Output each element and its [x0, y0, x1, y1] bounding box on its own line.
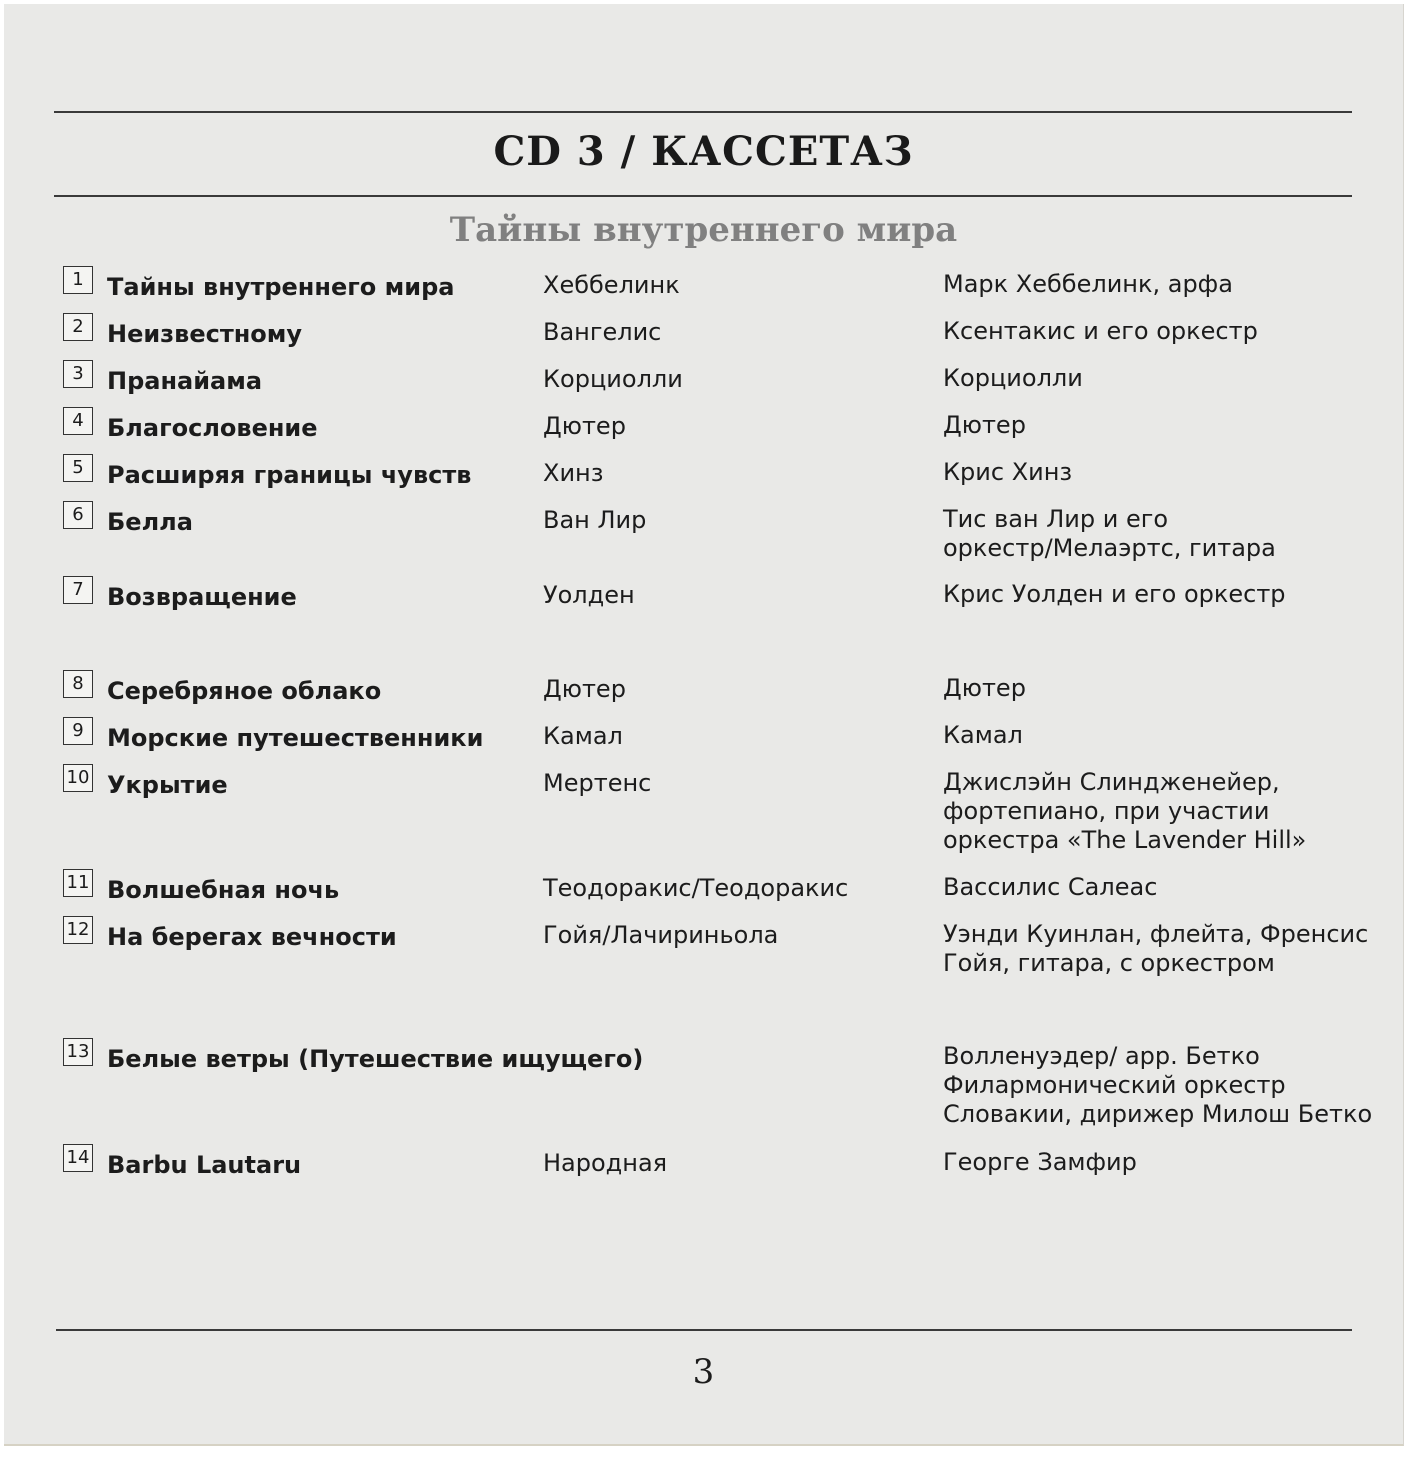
track-title: Волшебная ночь: [107, 876, 340, 904]
track-composer: Дютер: [543, 675, 626, 703]
track-title: Пранайама: [107, 367, 263, 395]
track-performer: Волленуэдер/ арр. Бетко Филармонический оркестр Словакии, дирижер Милош Бетко: [943, 1042, 1373, 1128]
track-composer: Вангелис: [543, 318, 662, 346]
track-performer: Дютер: [943, 411, 1026, 439]
track-number-box: 4: [63, 407, 93, 435]
track-composer: Теодоракис/Теодоракис: [543, 874, 849, 902]
track-composer: Хеббелинк: [543, 271, 680, 299]
track-number-box: 11: [63, 869, 93, 897]
track-number-box: 7: [63, 576, 93, 604]
track-number-box: 3: [63, 360, 93, 388]
track-composer: Дютер: [543, 412, 626, 440]
track-title: Благословение: [107, 414, 318, 442]
track-number-box: 8: [63, 670, 93, 698]
track-title: Укрытие: [107, 771, 228, 799]
track-title: Белые ветры (Путешествие ищущего): [107, 1045, 644, 1073]
bottom-rule: [56, 1329, 1352, 1331]
track-performer: Корциолли: [943, 364, 1083, 392]
track-performer: Джислэйн Слиндженейер, фортепиано, при участии оркестра «The Lavender Hill»: [943, 768, 1307, 854]
track-performer: Уэнди Куинлан, флейта, Френсис Гойя, гитара, с оркестром: [943, 920, 1369, 977]
title-underline-rule: [54, 195, 1352, 197]
track-composer: Народная: [543, 1149, 668, 1177]
track-number-box: 13: [63, 1038, 93, 1066]
track-performer: Крис Хинз: [943, 458, 1073, 486]
track-performer: Тис ван Лир и его оркестр/Мелаэртс, гитара: [943, 505, 1276, 562]
track-composer: Корциолли: [543, 365, 683, 393]
track-performer: Вассилис Салеас: [943, 873, 1158, 901]
page-number: 3: [692, 1352, 715, 1392]
track-number-box: 12: [63, 916, 93, 944]
track-performer: Камал: [943, 721, 1023, 749]
track-performer: Марк Хеббелинк, арфа: [943, 270, 1233, 298]
track-title: На берегах вечности: [107, 923, 397, 951]
track-number-box: 2: [63, 313, 93, 341]
track-title: Расширяя границы чувств: [107, 461, 472, 489]
track-composer: Уолден: [543, 581, 635, 609]
track-title: Тайны внутреннего мира: [107, 273, 455, 301]
page-title: CD 3 / КАССЕТАЗ: [493, 128, 914, 175]
top-rule: [54, 111, 1352, 113]
album-subtitle: Тайны внутреннего мира: [449, 210, 958, 250]
track-performer: Георге Замфир: [943, 1148, 1137, 1176]
track-number-box: 10: [63, 764, 93, 792]
track-title: Неизвестному: [107, 320, 303, 348]
track-number-box: 9: [63, 717, 93, 745]
track-performer: Ксентакис и его оркестр: [943, 317, 1258, 345]
track-composer: Мертенс: [543, 769, 652, 797]
track-performer: Крис Уолден и его оркестр: [943, 580, 1286, 608]
track-composer: Ван Лир: [543, 506, 647, 534]
track-composer: Камал: [543, 722, 623, 750]
track-title: Белла: [107, 508, 193, 536]
track-performer: Дютер: [943, 674, 1026, 702]
track-title: Возвращение: [107, 583, 297, 611]
track-number-box: 5: [63, 454, 93, 482]
track-title: Barbu Lautaru: [107, 1151, 302, 1179]
track-composer: Хинз: [543, 459, 604, 487]
track-composer: Гойя/Лачириньола: [543, 921, 779, 949]
track-title: Морские путешественники: [107, 724, 484, 752]
track-number-box: 6: [63, 501, 93, 529]
track-number-box: 1: [63, 266, 93, 294]
track-number-box: 14: [63, 1144, 93, 1172]
track-title: Серебряное облако: [107, 677, 382, 705]
